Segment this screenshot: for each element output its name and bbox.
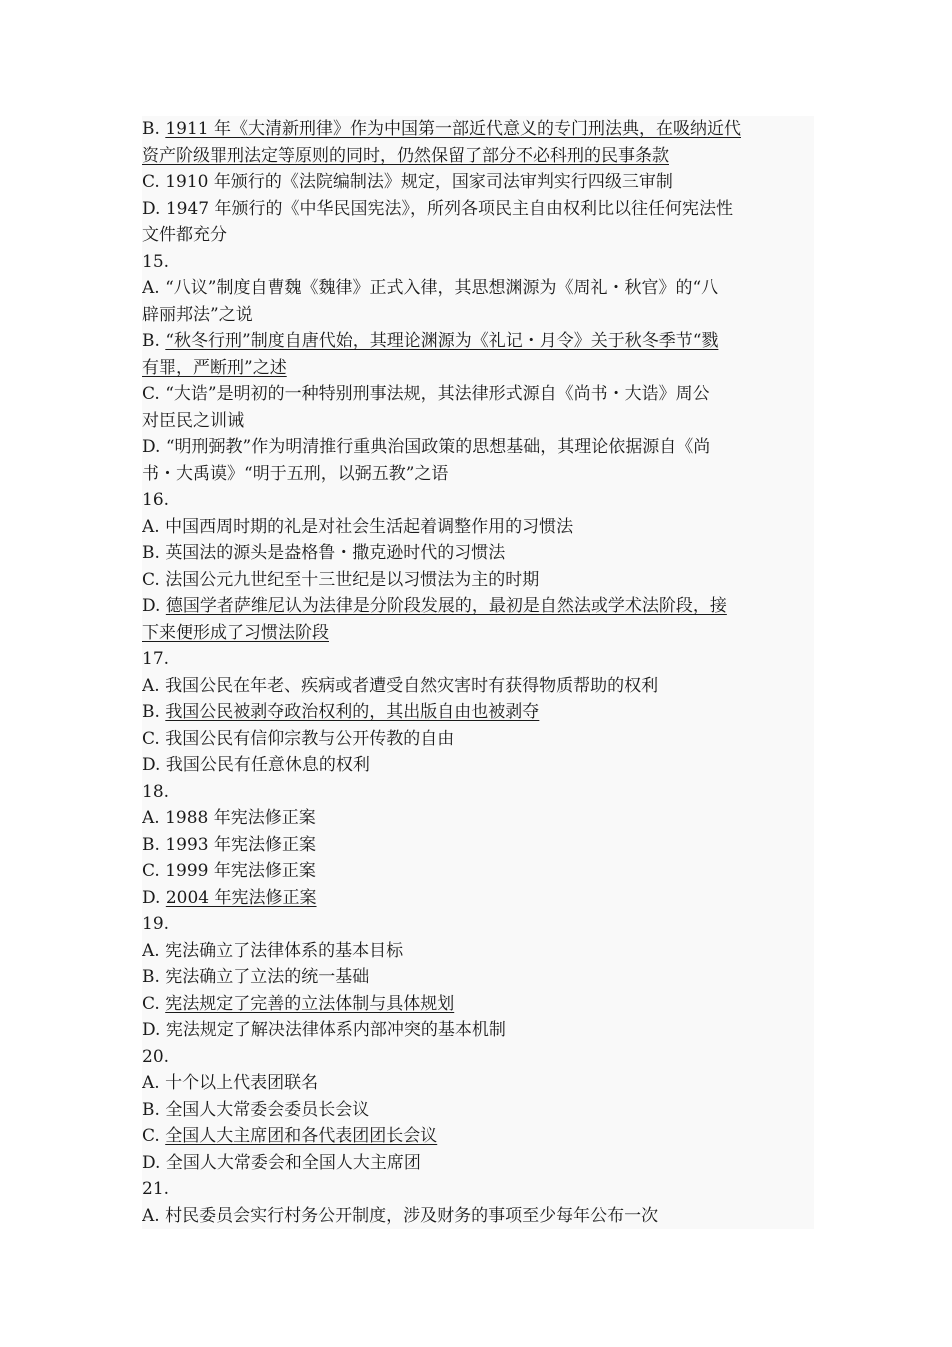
text-line [142, 911, 814, 938]
text-line [142, 275, 814, 302]
text-line [142, 938, 814, 965]
text-line [142, 805, 814, 832]
line-prefix: D. [142, 198, 166, 219]
answer-text: 我国公民被剥夺政治权利的，其出版自由也被剥夺 [165, 702, 540, 722]
line-text: 辟丽邦法”之说 [142, 304, 253, 325]
line-prefix: A. [142, 808, 166, 828]
line-prefix: A. [142, 1205, 166, 1226]
text-line [142, 964, 814, 991]
line-prefix: 19. [142, 914, 170, 934]
line-text: 法国公元九世纪至十三世纪是以习惯法为主的时期 [165, 569, 540, 590]
answer-text: 下来便形成了习惯法阶段 [142, 622, 329, 643]
text-line [142, 646, 814, 673]
text-line [142, 222, 814, 249]
text-line [142, 1044, 814, 1071]
text-line [142, 408, 814, 435]
text-line [142, 540, 814, 567]
text-line [142, 593, 814, 620]
answer-text: 资产阶级罪刑法定等原则的同时，仍然保留了部分不必科刑的民事条款 [142, 145, 669, 166]
line-text: 宪法规定了解决法律体系内部冲突的基本机制 [165, 1020, 506, 1040]
line-text: 全国人大常委会和全国人大主席团 [165, 1152, 421, 1173]
text-line [142, 461, 814, 488]
line-prefix: D. [142, 755, 166, 775]
line-text: 书・大禹谟》“明于五刑，以弼五教”之语 [142, 463, 449, 484]
text-line [142, 1150, 814, 1177]
text-line [142, 169, 814, 196]
line-text: 中国西周时期的礼是对社会生活起着调整作用的习惯法 [165, 516, 574, 537]
text-line [142, 832, 814, 859]
line-prefix: C. [142, 993, 166, 1014]
text-line [142, 514, 814, 541]
text-line [142, 1203, 814, 1230]
line-prefix: B. [142, 1099, 166, 1120]
line-text: 1993 年宪法修正案 [165, 834, 316, 855]
line-text: “明刑弼教”作为明清推行重典治国政策的思想基础，其理论依据源自《尚 [165, 437, 711, 457]
line-prefix: D. [142, 1152, 166, 1173]
line-prefix: A. [142, 940, 166, 961]
line-text: “大诰”是明初的一种特别刑事法规，其法律形式源自《尚书・大诰》周公 [165, 384, 710, 404]
text-line [142, 752, 814, 779]
text-line [142, 487, 814, 514]
line-prefix: C. [142, 861, 166, 881]
line-prefix: B. [142, 967, 166, 987]
line-text: 我国公民在年老、疾病或者遭受自然灾害时有获得物质帮助的权利 [165, 675, 659, 696]
text-line [142, 196, 814, 223]
text-line [142, 726, 814, 753]
text-line [142, 302, 814, 329]
text-line [142, 699, 814, 726]
text-line [142, 567, 814, 594]
line-text: 1910 年颁行的《法院编制法》规定，国家司法审判实行四级三审制 [165, 172, 673, 192]
line-prefix: 18. [142, 781, 170, 802]
text-line [142, 1176, 814, 1203]
line-prefix: C. [142, 1126, 166, 1146]
text-line [142, 885, 814, 912]
line-text: 我国公民有任意休息的权利 [165, 755, 370, 775]
line-prefix: 17. [142, 649, 170, 669]
line-prefix: 20. [142, 1046, 170, 1067]
line-text: 宪法确立了法律体系的基本目标 [165, 940, 404, 961]
line-prefix: A. [142, 675, 166, 696]
line-prefix: A. [142, 278, 166, 298]
text-line [142, 143, 814, 170]
line-prefix: C. [142, 728, 166, 749]
line-prefix: B. [142, 119, 166, 139]
line-prefix: D. [142, 437, 166, 457]
line-prefix: B. [142, 331, 166, 351]
line-text: 全国人大常委会委员长会议 [165, 1099, 370, 1120]
answer-text: 2004 年宪法修正案 [165, 887, 317, 908]
line-prefix: B. [142, 834, 166, 855]
line-text: 文件都充分 [142, 225, 227, 245]
line-text: 1947 年颁行的《中华民国宪法》，所列各项民主自由权利比以往任何宪法性 [165, 198, 734, 219]
line-text: 1999 年宪法修正案 [165, 861, 316, 881]
line-prefix: B. [142, 543, 166, 563]
line-prefix: 21. [142, 1179, 170, 1199]
line-prefix: C. [142, 172, 166, 192]
text-line [142, 328, 814, 355]
line-text: 宪法确立了立法的统一基础 [165, 967, 370, 987]
line-text: 对臣民之训诫 [142, 410, 244, 431]
answer-text: 1911 年《大清新刑律》作为中国第一部近代意义的专门刑法典，在吸纳近代 [165, 119, 741, 139]
text-line [142, 381, 814, 408]
document-body [142, 116, 814, 1229]
line-prefix: C. [142, 569, 166, 590]
line-text: 我国公民有信仰宗教与公开传教的自由 [165, 728, 455, 749]
answer-text: 全国人大主席团和各代表团团长会议 [165, 1126, 438, 1146]
text-line [142, 249, 814, 276]
line-prefix: A. [142, 1073, 166, 1093]
line-prefix: C. [142, 384, 166, 404]
text-line [142, 620, 814, 647]
text-line [142, 116, 814, 143]
text-line [142, 858, 814, 885]
text-line [142, 673, 814, 700]
line-text: 1988 年宪法修正案 [165, 808, 316, 828]
text-line [142, 779, 814, 806]
line-prefix: D. [142, 596, 166, 616]
text-line [142, 355, 814, 382]
text-line [142, 1097, 814, 1124]
text-line [142, 434, 814, 461]
text-line [142, 1123, 814, 1150]
line-text: 十个以上代表团联名 [165, 1073, 319, 1093]
text-line [142, 1070, 814, 1097]
text-line [142, 1017, 814, 1044]
answer-text: 德国学者萨维尼认为法律是分阶段发展的，最初是自然法或学术法阶段，接 [165, 596, 727, 616]
line-text: 村民委员会实行村务公开制度，涉及财务的事项至少每年公布一次 [165, 1205, 659, 1226]
answer-text: 有罪，严断刑”之述 [142, 357, 287, 378]
answer-text: 宪法规定了完善的立法体制与具体规划 [165, 993, 455, 1014]
line-text: “八议”制度自曹魏《魏律》正式入律，其思想渊源为《周礼・秋官》的“八 [165, 278, 719, 298]
line-prefix: D. [142, 1020, 166, 1040]
line-prefix: B. [142, 702, 166, 722]
line-prefix: 16. [142, 490, 170, 510]
line-prefix: 15. [142, 251, 170, 272]
line-prefix: A. [142, 516, 166, 537]
answer-text: “秋冬行刑”制度自唐代始，其理论渊源为《礼记・月令》关于秋冬季节“戮 [165, 331, 719, 351]
line-text: 英国法的源头是盎格鲁・撒克逊时代的习惯法 [165, 543, 506, 563]
text-line [142, 991, 814, 1018]
line-prefix: D. [142, 887, 166, 908]
